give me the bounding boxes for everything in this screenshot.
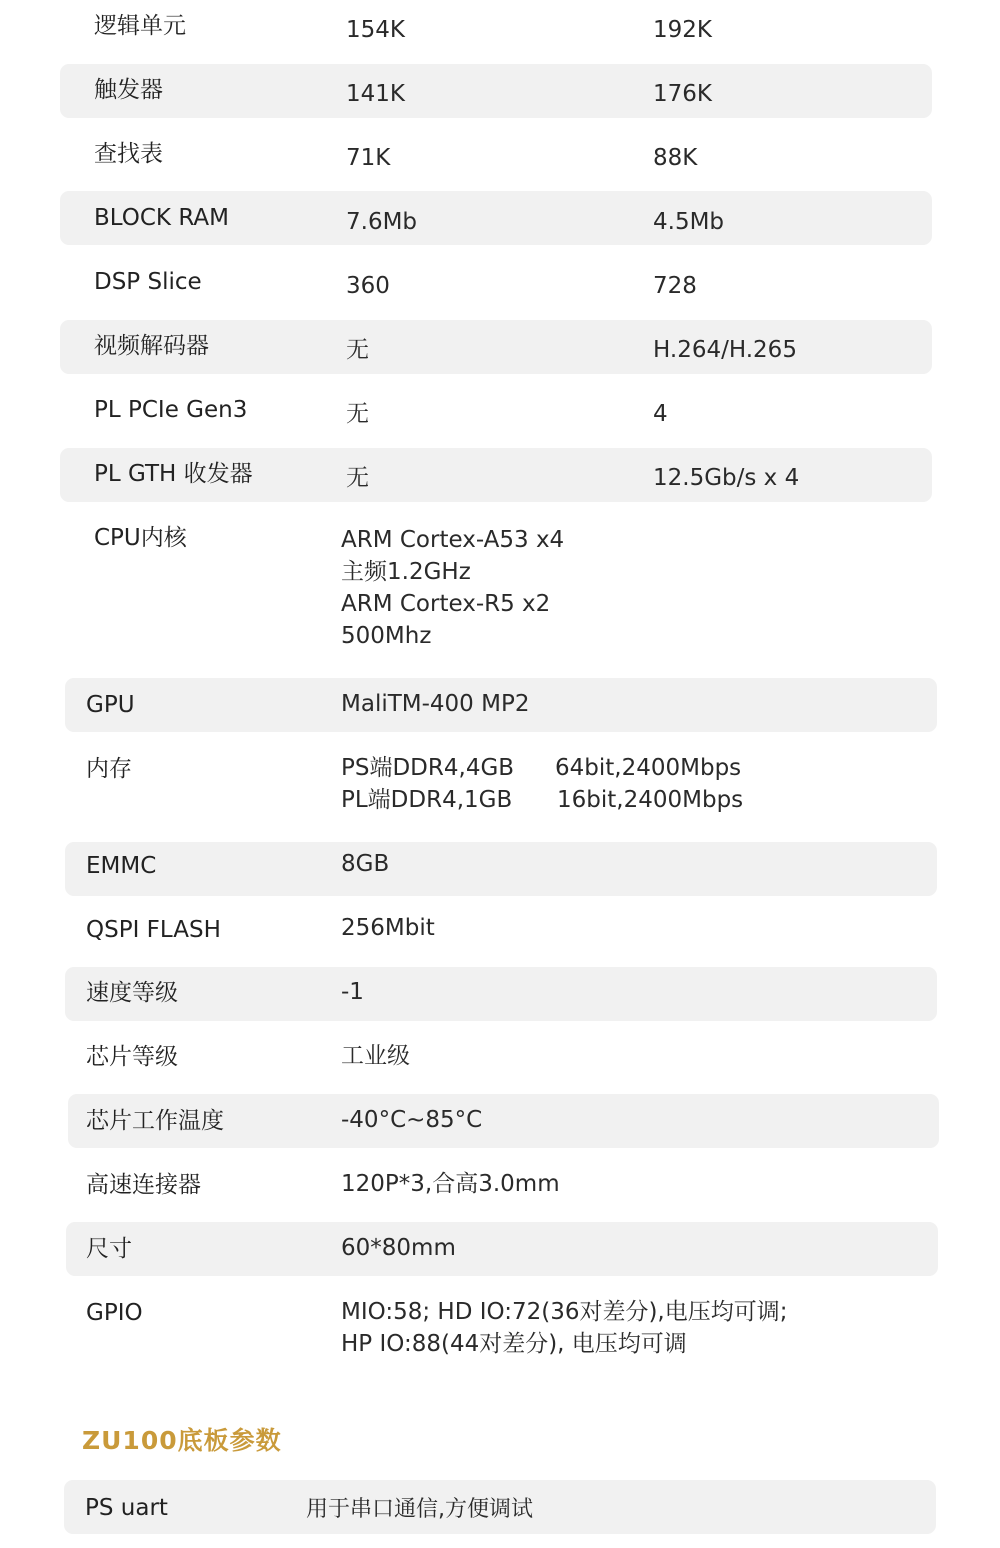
- row-band: [60, 64, 932, 118]
- memory-pl-type: PL端DDR4,1GB: [341, 787, 513, 813]
- row-label: PL PCIe Gen3: [94, 397, 248, 423]
- cpu-line: ARM Cortex-A53 x4: [341, 527, 565, 553]
- row-value-col2: 4: [653, 401, 668, 427]
- row-label: PS uart: [85, 1495, 168, 1521]
- row-value-col2: 88K: [653, 145, 698, 171]
- row-value-col2: 176K: [653, 81, 712, 107]
- row-value-col1: 71K: [346, 145, 391, 171]
- row-value-col2: 192K: [653, 17, 712, 43]
- row-label: QSPI FLASH: [86, 917, 221, 943]
- row-label: 速度等级: [86, 980, 178, 1006]
- row-value: 用于串口通信,方便调试: [306, 1497, 533, 1522]
- row-label: 尺寸: [86, 1236, 132, 1262]
- row-value: 120P*3,合高3.0mm: [341, 1171, 560, 1197]
- row-value-col1: 无: [346, 337, 369, 363]
- row-label: DSP Slice: [94, 269, 202, 295]
- row-label: 查找表: [94, 141, 163, 167]
- row-label: BLOCK RAM: [94, 205, 229, 231]
- row-band: [65, 967, 937, 1021]
- row-value-col1: 360: [346, 273, 390, 299]
- row-label: 视频解码器: [94, 333, 209, 359]
- cpu-line: 500Mhz: [341, 623, 432, 649]
- row-band: [66, 1222, 938, 1276]
- row-value: 8GB: [341, 851, 390, 877]
- memory-pl-spec: 16bit,2400Mbps: [557, 787, 744, 813]
- row-value-col1: 无: [346, 401, 369, 427]
- row-value: 256Mbit: [341, 915, 435, 941]
- row-label: 芯片工作温度: [86, 1108, 224, 1134]
- row-label: 逻辑单元: [94, 13, 186, 39]
- row-value-col2: H.264/H.265: [653, 337, 797, 363]
- row-label: PL GTH 收发器: [94, 461, 253, 487]
- section-title: ZU100底板参数: [82, 1426, 282, 1455]
- row-value-col1: 154K: [346, 17, 405, 43]
- cpu-line: 主频1.2GHz: [341, 559, 471, 585]
- memory-ps-spec: 64bit,2400Mbps: [555, 755, 742, 781]
- row-value-col1: 无: [346, 465, 369, 491]
- row-label: 高速连接器: [86, 1172, 201, 1198]
- row-value-col1: 7.6Mb: [346, 209, 418, 235]
- row-value: 60*80mm: [341, 1235, 456, 1261]
- row-label: EMMC: [86, 853, 157, 879]
- row-label: 内存: [86, 756, 132, 782]
- row-label: CPU内核: [94, 525, 187, 551]
- row-value: -40°C~85°C: [341, 1107, 483, 1133]
- cpu-line: ARM Cortex-R5 x2: [341, 591, 551, 617]
- row-label: 芯片等级: [86, 1044, 178, 1070]
- row-value-col2: 4.5Mb: [653, 209, 725, 235]
- row-label: 触发器: [94, 77, 163, 103]
- row-value: -1: [341, 979, 364, 1005]
- gpio-line: MIO:58; HD IO:72(36对差分),电压均可调;: [341, 1299, 788, 1325]
- row-band: [65, 842, 937, 896]
- row-value: MaliTM-400 MP2: [341, 691, 530, 717]
- memory-ps-type: PS端DDR4,4GB: [341, 755, 515, 781]
- row-label: GPIO: [86, 1300, 143, 1326]
- row-value-col2: 12.5Gb/s x 4: [653, 465, 800, 491]
- row-value-col2: 728: [653, 273, 697, 299]
- row-label: GPU: [86, 692, 135, 718]
- row-value: 工业级: [341, 1043, 410, 1069]
- gpio-line: HP IO:88(44对差分), 电压均可调: [341, 1331, 687, 1357]
- row-value-col1: 141K: [346, 81, 405, 107]
